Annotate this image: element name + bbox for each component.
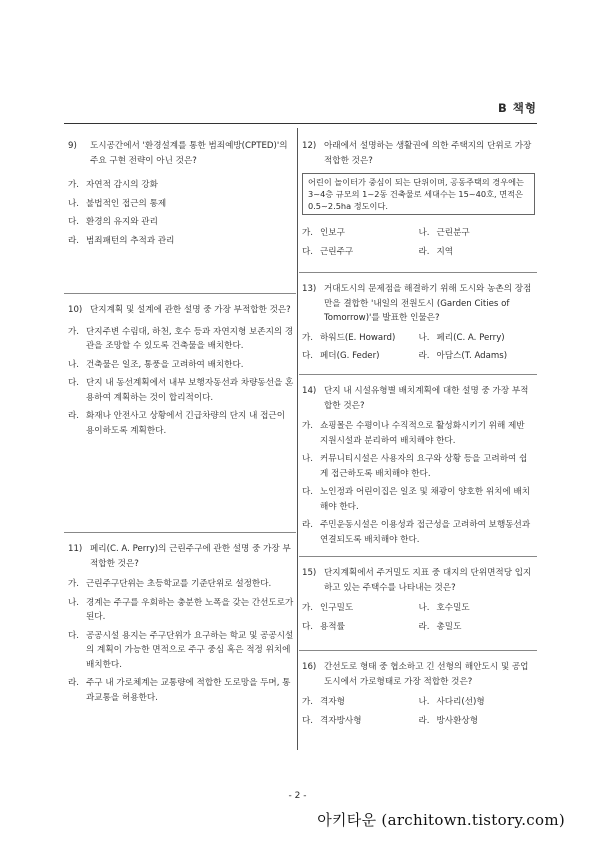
question-stem: 간선도로 형태 중 협소하고 긴 선형의 해안도시 및 공업도시에서 가로형태로 가장 적합한 것은? [324, 662, 529, 687]
separator [299, 374, 537, 375]
option[interactable]: 라. 지역 [418, 246, 454, 257]
question-number: 16) [302, 662, 317, 672]
option[interactable]: 다. 노인정과 어린이집은 일조 및 채광이 양호한 위치에 배치해야 한다. [302, 487, 531, 512]
option[interactable]: 라. 범죄패턴의 추적과 관리 [68, 235, 175, 246]
separator [64, 293, 296, 294]
column-divider [297, 128, 298, 750]
option[interactable]: 가. 근린주구단위는 초등학교를 기준단위로 설정한다. [68, 579, 272, 589]
question-stem: 단지계획에서 주거밀도 지표 중 대지의 단위면적당 입지하고 있는 주택수를 나타내는 것은? [324, 568, 532, 593]
question-stem: 아래에서 설명하는 생활권에 의한 주택지의 단위로 가장 적합한 것은? [324, 141, 532, 166]
option[interactable]: 라. 총밀도 [418, 621, 462, 632]
question-number: 9) [68, 141, 77, 151]
separator [299, 556, 537, 557]
question-stem: 도시공간에서 '환경설계를 통한 범죄예방(CPTED)'의 주요 구현 전략이 아닌 것은? [90, 141, 288, 166]
option[interactable]: 가. 자연적 감시의 강화 [68, 180, 158, 190]
separator [299, 650, 537, 651]
option[interactable]: 가. 격자형 [302, 697, 345, 707]
separator [299, 272, 537, 273]
question-14 [302, 384, 535, 547]
option[interactable]: 가. 인구밀도 [302, 603, 354, 613]
option[interactable]: 다. 용적률 [302, 621, 345, 632]
question-reference-box: 어린이 놀이터가 중심이 되는 단위이며, 공동주택의 경우에는 3~4층 규모의 1~2동 건축물로 세대수는 15~40호, 면적은 0.5~2.5ha 정도이다. [302, 173, 535, 215]
watermark-text: 아키타운 (architown.tistory.com) [317, 811, 565, 829]
option[interactable]: 나. 사다리(선)형 [418, 697, 485, 707]
option[interactable]: 라. 화재나 안전사고 상황에서 긴급차량의 단지 내 접근이 용이하도록 계획한다. [68, 411, 286, 436]
question-number: 11) [68, 544, 83, 554]
option[interactable]: 나. 커뮤니티시설은 사용자의 요구와 상황 등을 고려하여 쉽게 접근하도록 배치해야 한다. [302, 454, 528, 479]
separator [64, 532, 296, 533]
question-stem: 거대도시의 문제점을 해결하기 위해 도시와 농촌의 장점만을 결합한 '내일의 전원도시 (Garden Cities of Tomorrow)'를 발표한 인물은? [324, 284, 532, 323]
option[interactable]: 다. 환경의 유지와 관리 [68, 217, 158, 227]
booklet-type-label: B 책형 [498, 101, 537, 115]
question-number: 15) [302, 568, 317, 578]
question-stem: 단지 내 시설유형별 배치계획에 대한 설명 중 가장 부적합한 것은? [324, 386, 529, 411]
option[interactable]: 가. 하워드(E. Howard) [302, 332, 396, 343]
question-15 [302, 566, 535, 634]
question-stem: 단지계획 및 설계에 관한 설명 중 가장 부적합한 것은? [90, 305, 291, 315]
question-13 [302, 282, 535, 364]
option[interactable]: 가. 쇼핑몰은 수평이나 수직적으로 활성화시키기 위해 제반 지원시설과 분리하여 배치해야 한다. [302, 421, 525, 446]
option[interactable]: 다. 공공시설 용지는 주구단위가 요구하는 학교 및 공공시설의 계획이 가능한 면적으로 주구 중심 혹은 적정 위치에 배치한다. [68, 630, 294, 670]
option[interactable]: 다. 페더(G. Feder) [302, 351, 380, 361]
question-stem: 페리(C. A. Perry)의 근린주구에 관한 설명 중 가장 부적합한 것은? [90, 544, 291, 569]
question-number: 12) [302, 141, 317, 151]
option[interactable]: 나. 불법적인 접근의 통제 [68, 198, 167, 209]
question-number: 10) [68, 305, 83, 315]
option[interactable]: 나. 페리(C. A. Perry) [418, 332, 505, 343]
option[interactable]: 나. 호수밀도 [418, 603, 470, 613]
option[interactable]: 나. 건축물은 일조, 통풍을 고려하여 배치한다. [68, 359, 244, 370]
header-rule [64, 123, 537, 124]
option[interactable]: 라. 아담스(T. Adams) [418, 351, 508, 361]
question-16 [302, 660, 535, 728]
option[interactable]: 라. 주구 내 가로체계는 교통량에 적합한 도로망을 두며, 통과교통을 허용한다. [68, 678, 291, 703]
option[interactable]: 나. 경계는 주구를 우회하는 충분한 노폭을 갖는 간선도로가 된다. [68, 597, 294, 622]
option[interactable]: 가. 인보구 [302, 228, 345, 238]
option[interactable]: 라. 주민운동시설은 이용성과 접근성을 고려하여 보행동선과 연결되도록 배치해야 한다. [302, 520, 531, 545]
option[interactable]: 다. 격자방사형 [302, 715, 362, 726]
option[interactable]: 라. 방사환상형 [418, 715, 479, 726]
question-10 [68, 303, 294, 438]
option[interactable]: 다. 단지 내 동선계획에서 내부 보행자동선과 차량동선을 혼용하여 계획하는 것이 합리적이다. [68, 378, 294, 403]
question-number: 13) [302, 284, 317, 294]
option[interactable]: 다. 근린주구 [302, 246, 354, 257]
option[interactable]: 가. 단지주변 수림대, 하천, 호수 등과 자연지형 보존지의 경관을 조망할 수 있도록 건축물을 배치한다. [68, 326, 294, 351]
question-number: 14) [302, 386, 317, 396]
question-11 [68, 542, 294, 705]
page-number: - 2 - [288, 791, 307, 801]
option[interactable]: 나. 근린분구 [418, 228, 470, 238]
question-12 [302, 139, 535, 259]
question-9 [68, 139, 294, 248]
